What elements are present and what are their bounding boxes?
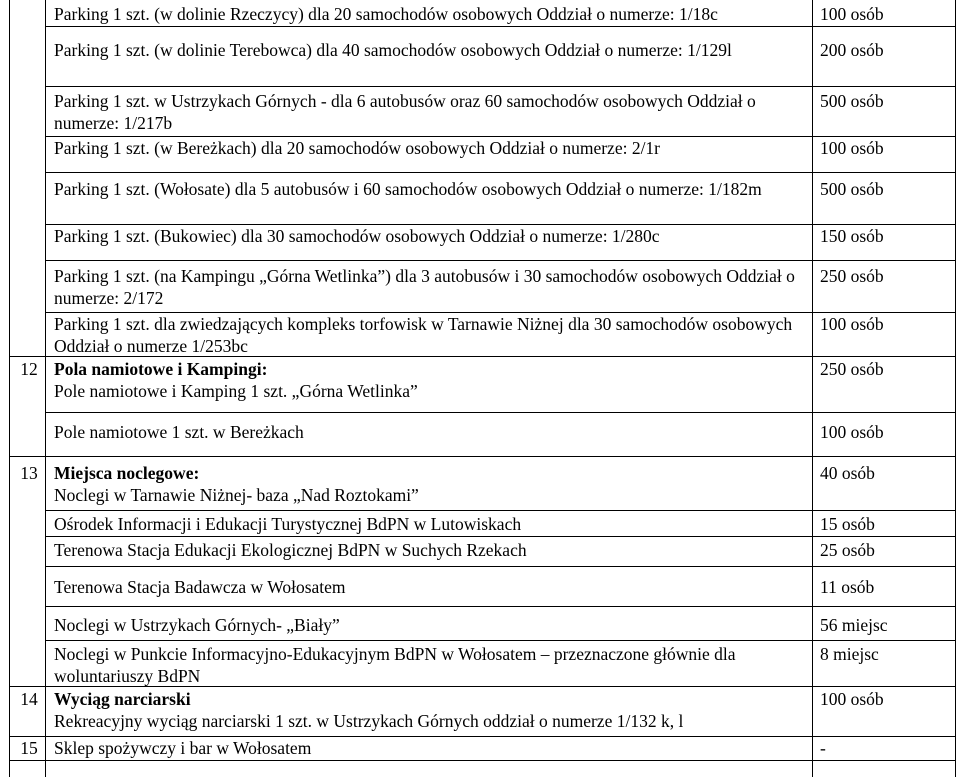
parking-row-value: 200 osób	[820, 40, 884, 60]
section-number: 14	[20, 689, 38, 709]
row-divider	[45, 86, 956, 87]
parking-row-value: 150 osób	[820, 226, 884, 246]
table-border-left	[9, 0, 10, 777]
parking-row-value: 100 osób	[820, 138, 884, 158]
parking-row-text: Parking 1 szt. (w dolinie Rzeczycy) dla 20 samochodów osobowych Oddział o numerze: 1/18c	[54, 4, 718, 24]
parking-row-value: 500 osób	[820, 179, 884, 199]
section-heading: Pola namiotowe i Kampingi:	[54, 359, 268, 379]
list-item-value: 250 osób	[820, 359, 884, 379]
parking-row-text: Parking 1 szt. (na Kampingu „Górna Wetlinka”) dla 3 autobusów i 30 samochodów osobowych Oddział o numerze: 2/172	[54, 266, 795, 308]
parking-row-text: Parking 1 szt. (Wołosate) dla 5 autobusów i 60 samochodów osobowych Oddział o numerze: 1/182m	[54, 179, 762, 199]
row-divider	[45, 412, 956, 413]
list-item-text: Rekreacyjny wyciąg narciarski 1 szt. w Ustrzykach Górnych oddział o numerze 1/132 k, l	[54, 711, 684, 731]
list-item-value: 56 miejsc	[820, 615, 888, 635]
list-item-text: Noclegi w Punkcie Informacyjno-Edukacyjnym BdPN w Wołosatem – przeznaczone głównie dla woluntariuszy BdPN	[54, 644, 736, 686]
section-heading: Wyciąg narciarski	[54, 689, 191, 709]
parking-row-text: Parking 1 szt. (w Bereżkach) dla 20 samochodów osobowych Oddział o numerze: 2/1r	[54, 138, 661, 158]
parking-row-value: 100 osób	[820, 4, 884, 24]
row-divider	[45, 26, 956, 27]
row-divider	[45, 566, 956, 567]
parking-row-value: 250 osób	[820, 266, 884, 286]
list-item-value: -	[820, 738, 826, 758]
list-item-value: 11 osób	[820, 577, 875, 597]
parking-row-value: 100 osób	[820, 314, 884, 334]
list-item-value: 100 osób	[820, 422, 884, 442]
row-divider	[9, 760, 956, 761]
row-divider	[9, 456, 956, 457]
list-item-text: Sklep spożywczy i bar w Wołosatem	[54, 738, 312, 758]
row-divider	[45, 640, 956, 641]
list-item-text: Ośrodek Informacji i Edukacji Turystycznej BdPN w Lutowiskach	[54, 514, 522, 534]
section-number: 15	[20, 738, 38, 758]
row-divider	[45, 172, 956, 173]
parking-row-text: Parking 1 szt. dla zwiedzających kompleks torfowisk w Tarnawie Niżnej dla 30 samochodów osobowych Oddział o numerze 1/253bc	[54, 314, 793, 356]
row-divider	[45, 606, 956, 607]
row-divider	[45, 260, 956, 261]
parking-row-value: 500 osób	[820, 91, 884, 111]
section-number: 12	[20, 359, 38, 379]
section-number: 13	[20, 463, 38, 483]
list-item-value: 25 osób	[820, 540, 875, 560]
table-border-value-col	[812, 0, 813, 777]
list-item-text: Terenowa Stacja Badawcza w Wołosatem	[54, 577, 346, 597]
parking-row-text: Parking 1 szt. (Bukowiec) dla 30 samochodów osobowych Oddział o numerze: 1/280c	[54, 226, 660, 246]
list-item-text: Noclegi w Tarnawie Niżnej- baza „Nad Roztokami”	[54, 485, 419, 505]
row-divider	[45, 510, 956, 511]
list-item-value: 8 miejsc	[820, 644, 879, 664]
list-item-value: 100 osób	[820, 689, 884, 709]
list-item-text: Terenowa Stacja Edukacji Ekologicznej BdPN w Suchych Rzekach	[54, 540, 527, 560]
table-border-num-col	[45, 0, 46, 777]
section-heading: Miejsca noclegowe:	[54, 463, 200, 483]
list-item-text: Pole namiotowe 1 szt. w Bereżkach	[54, 422, 304, 442]
row-divider	[45, 536, 956, 537]
list-item-value: 40 osób	[820, 463, 875, 483]
list-item-text: Noclegi w Ustrzykach Górnych- „Biały”	[54, 615, 340, 635]
list-item-value: 15 osób	[820, 514, 875, 534]
parking-row-text: Parking 1 szt. (w dolinie Terebowca) dla 40 samochodów osobowych Oddział o numerze: 1/129l	[54, 40, 732, 60]
table-border-right	[955, 0, 956, 777]
list-item-text: Pole namiotowe i Kamping 1 szt. „Górna Wetlinka”	[54, 381, 418, 401]
parking-row-text: Parking 1 szt. w Ustrzykach Górnych - dla 6 autobusów oraz 60 samochodów osobowych Oddział o numerze: 1/217b	[54, 91, 756, 133]
